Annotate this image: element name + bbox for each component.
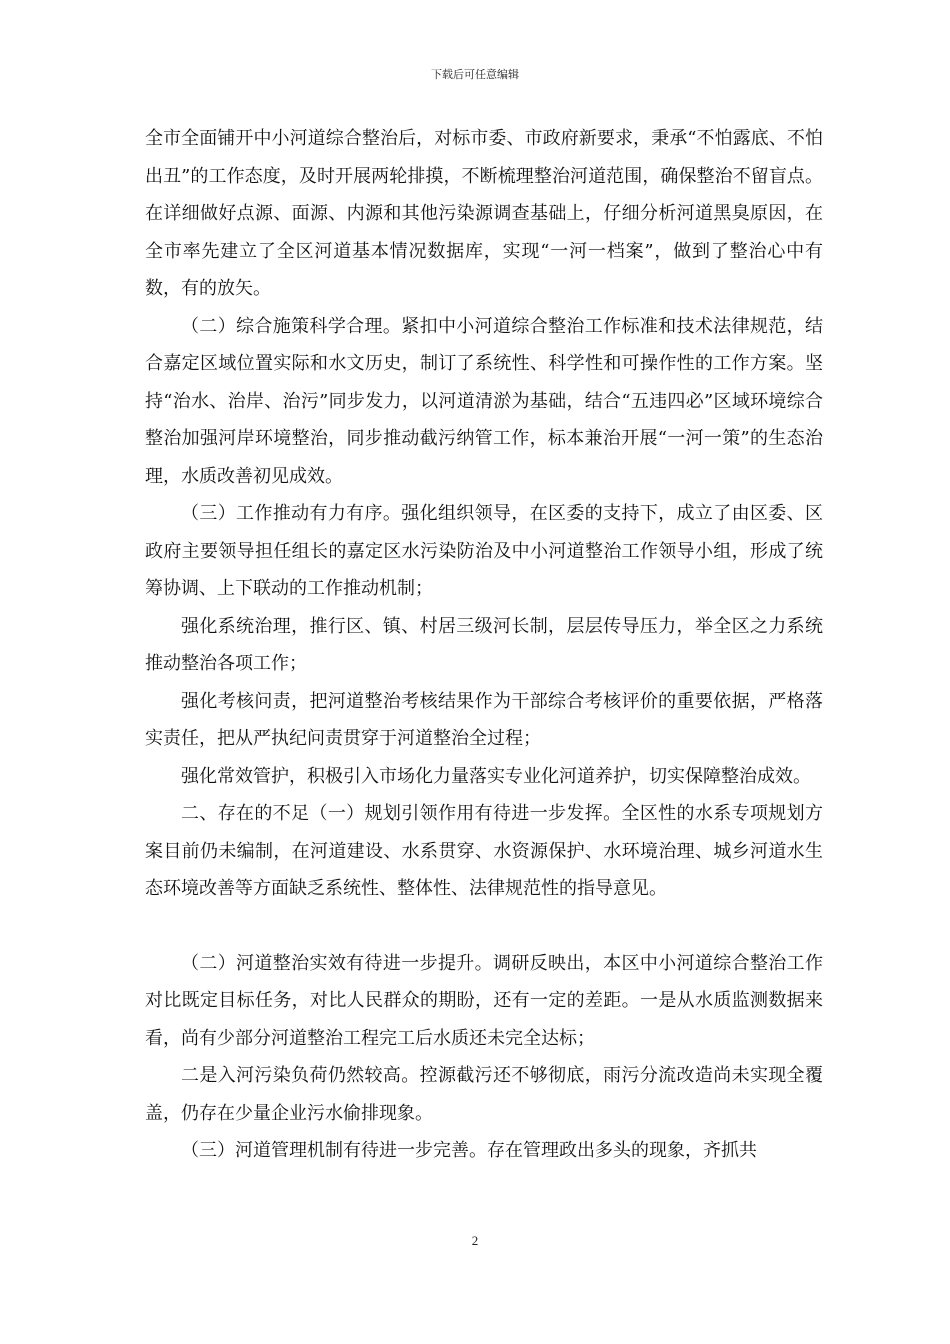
paragraph: 二、存在的不足（一）规划引领作用有待进一步发挥。全区性的水系专项规划方案目前仍未编制，在河道建设、水系贯穿、水资源保护、水环境治理、城乡河道水生态环境改善等方面缺乏系统性、整体性、法律规范性的指导意见。	[145, 803, 823, 899]
paragraph: （三）河道管理机制有待进一步完善。存在管理政出多头的现象，齐抓共	[181, 1140, 757, 1161]
paragraph: 全市全面铺开中小河道综合整治后，对标市委、市政府新要求，秉承“不怕露底、不怕出丑”的工作态度，及时开展两轮排摸，不断梳理整治河道范围，确保整治不留盲点。在详细做好点源、面源、内源和其他污染源调查基础上，仔细分析河道黑臭原因，在全市率先建立了全区河道基本情况数据库，实现“一河一档案”，做到了整治心中有数，有的放矢。	[145, 128, 823, 299]
page-header: 下载后可任意编辑	[431, 68, 519, 81]
paragraph-gap	[145, 908, 823, 945]
paragraph: 强化考核问责，把河道整治考核结果作为干部综合考核评价的重要依据，严格落实责任，把从严执纪问责贯穿于河道整治全过程；	[145, 690, 823, 749]
page-number: 2	[471, 1233, 479, 1248]
paragraph: 强化常效管护，积极引入市场化力量落实专业化河道养护，切实保障整治成效。	[181, 765, 811, 787]
paragraph: （二）河道整治实效有待进一步提升。调研反映出，本区中小河道综合整治工作对比既定目标任务，对比人民群众的期盼，还有一定的差距。一是从水质监测数据来看，尚有少部分河道整治工程完工后水质还未完全达标；	[145, 952, 823, 1049]
paragraph: 二是入河污染负荷仍然较高。控源截污还不够彻底，雨污分流改造尚未实现全覆盖，仍存在少量企业污水偷排现象。	[145, 1065, 823, 1124]
paragraph: 强化系统治理，推行区、镇、村居三级河长制，层层传导压力，举全区之力系统推动整治各项工作；	[145, 615, 823, 674]
document-body	[145, 120, 823, 1170]
paragraph: （二）综合施策科学合理。紧扣中小河道综合整治工作标准和技术法律规范，结合嘉定区域位置实际和水文历史，制订了系统性、科学性和可操作性的工作方案。坚持“治水、治岸、治污”同步发力，以河道清淤为基础，结合“五违四必”区域环境综合整治加强河岸环境整治，同步推动截污纳管工作，标本兼治开展“一河一策”的生态治理，水质改善初见成效。	[145, 315, 823, 487]
paragraph: （三）工作推动有力有序。强化组织领导，在区委的支持下，成立了由区委、区政府主要领导担任组长的嘉定区水污染防治及中小河道整治工作领导小组，形成了统筹协调、上下联动的工作推动机制；	[145, 503, 823, 599]
